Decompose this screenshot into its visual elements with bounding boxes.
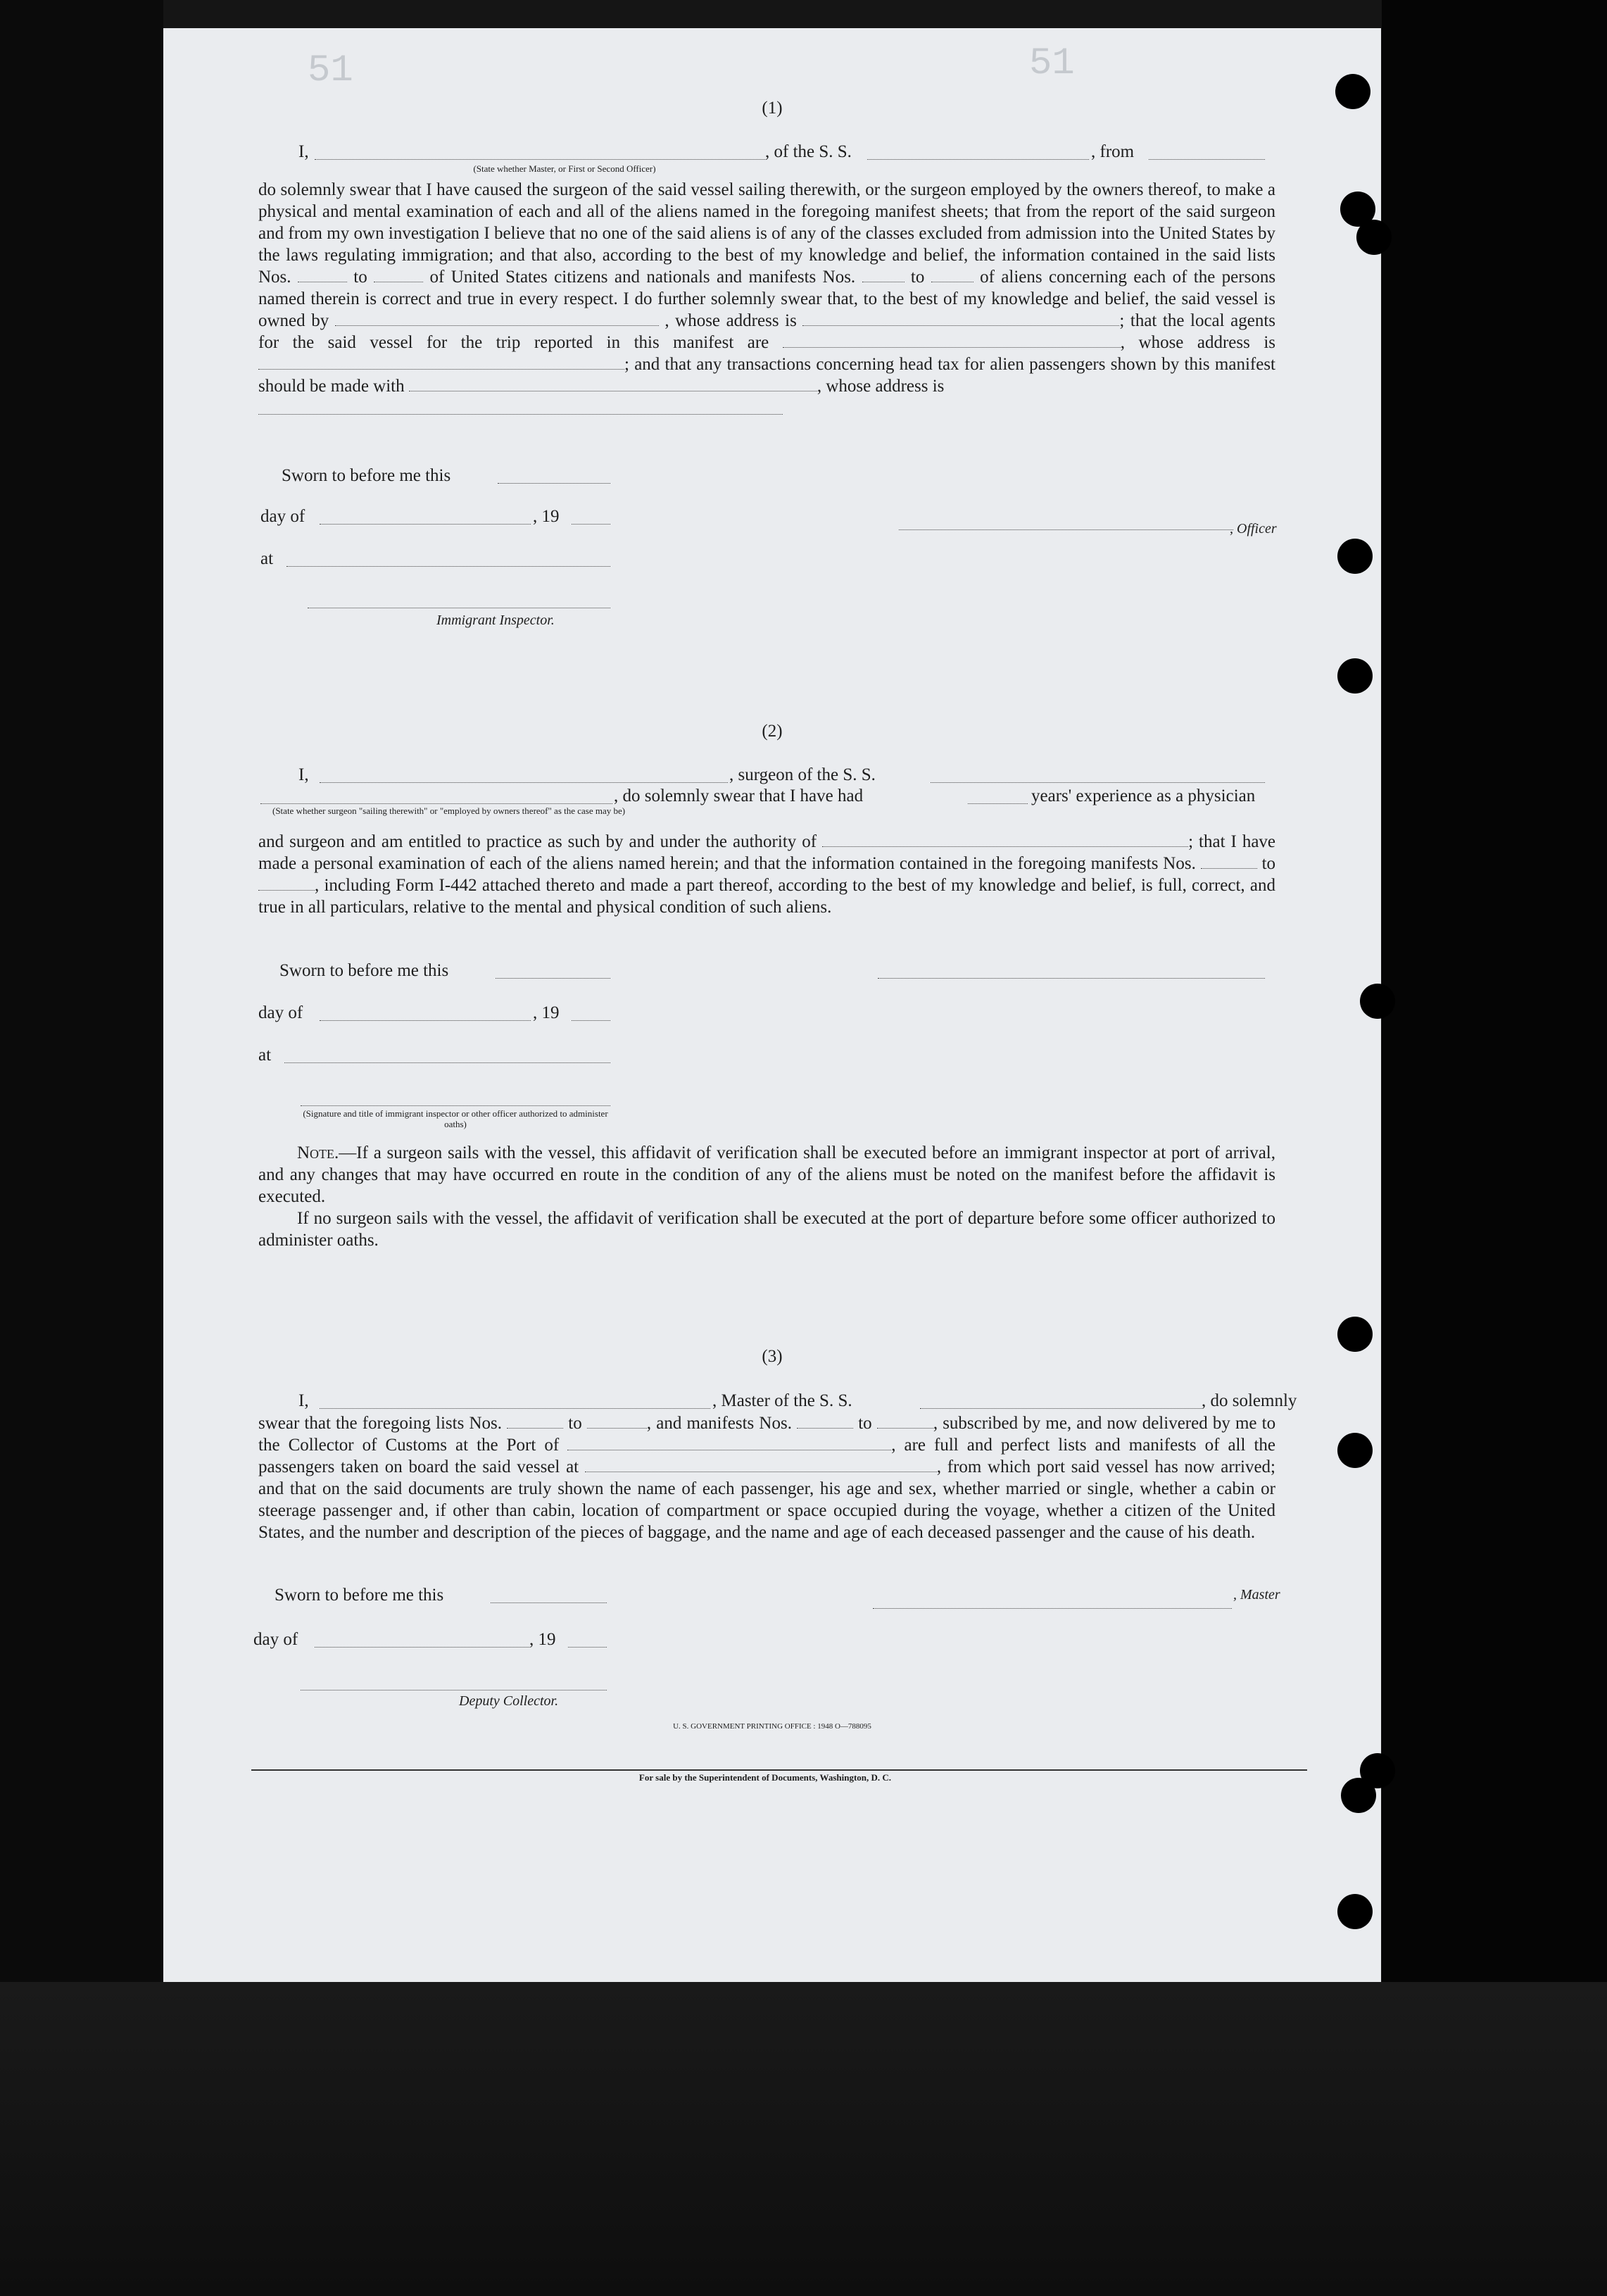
binder-hole — [1337, 1433, 1373, 1468]
s3-day-of: day of — [253, 1630, 298, 1649]
s1-lists-from-field[interactable] — [298, 268, 347, 282]
binder-hole — [1335, 74, 1370, 109]
s3-i: I, — [298, 1391, 309, 1410]
s3-day-field[interactable] — [315, 1633, 529, 1648]
film-border-left — [0, 0, 163, 2296]
binder-hole — [1337, 1317, 1373, 1352]
s2-year-field[interactable] — [572, 1006, 610, 1021]
s2-day-of: day of — [258, 1003, 303, 1022]
s1-day-field[interactable] — [320, 510, 531, 525]
binder-hole — [1341, 1778, 1376, 1813]
s3-collector-caption: Deputy Collector. — [459, 1693, 559, 1709]
s1-head-tax-agent-field[interactable] — [409, 377, 817, 391]
s2-year: , 19 — [533, 1003, 560, 1022]
s3-manifest-from-field[interactable] — [797, 1414, 853, 1429]
s2-note-text-1: —If a surgeon sails with the vessel, this affidavit of verification shall be executed before an immigrant inspector at port of arrival, and any changes that may have occurred en route in the condition of any of the aliens must be noted on the manifest before the affidavit is executed. — [258, 1143, 1275, 1206]
s3-manifests: , and manifests Nos. — [646, 1414, 792, 1433]
binder-hole — [1337, 658, 1373, 694]
s2-day-field[interactable] — [320, 1006, 531, 1021]
s3-body: port said vessel has now arrived; and that on the said documents are truly shown the name of each passenger, his age and sex, whether married or single, whether a cabin or steerage passenger and, if other than cabin, location of compartment or space occupied during the voyage, whether a citizen of the United States, and the number and description of the pieces of baggage, and the name and age of each deceased passenger and the cause of his death. — [258, 1457, 1276, 1542]
s2-sworn-date-field[interactable] — [496, 964, 610, 979]
s3-from-which: , from which — [936, 1457, 1031, 1476]
s3-port-field[interactable] — [567, 1436, 891, 1450]
s3-master-signature-field[interactable] — [873, 1594, 1232, 1609]
s3-lists-to-field[interactable] — [587, 1414, 647, 1429]
ghost-page-number: 51 — [308, 49, 353, 92]
s3-lists-from-field[interactable] — [507, 1414, 563, 1429]
s2-swear-had: , do solemnly swear that I have had — [614, 786, 864, 805]
s1-of-us: of United States citizens and nationals and manifests Nos. — [429, 268, 856, 287]
s2-to: to — [1261, 854, 1276, 873]
s1-at: at — [260, 549, 274, 568]
binder-hole — [1337, 539, 1373, 574]
s3-year-field[interactable] — [568, 1633, 607, 1648]
document-page — [163, 28, 1381, 1982]
s1-day-of: day of — [260, 507, 305, 526]
s1-year: , 19 — [533, 507, 560, 526]
s2-sailing-field[interactable] — [260, 789, 612, 804]
s1-officer-signature-line — [899, 529, 1233, 530]
s2-vessel-field[interactable] — [931, 768, 1265, 783]
s1-of-aliens: of aliens concerning each of the persons named therein is correct and true in every respect. I do further solemnly swear that, to the best of my knowledge and belief, the said vessel is owned by — [258, 268, 1276, 330]
s1-sworn-date-field[interactable] — [498, 469, 610, 484]
gpo-imprint: U. S. GOVERNMENT PRINTING OFFICE : 1948 O—788095 — [673, 1722, 871, 1731]
s3-master-caption: , Master — [1233, 1587, 1280, 1602]
s1-of-ss: , of the S. S. — [765, 142, 852, 161]
s3-sworn-date-field[interactable] — [491, 1588, 607, 1603]
s1-to2: to — [910, 268, 925, 287]
s1-inspector-caption: Immigrant Inspector. — [436, 613, 555, 628]
s1-from: , from — [1091, 142, 1135, 161]
s1-owner-address-field[interactable] — [802, 311, 1119, 326]
s2-authority-field[interactable] — [822, 832, 1188, 847]
s3-year: , 19 — [529, 1630, 556, 1649]
s2-note — [258, 1142, 1275, 1251]
s3-subscribed: , subscribed by me, and now delivered by me to the Collector of Customs at the Port of — [258, 1414, 1276, 1455]
s2-sworn: Sworn to before me this — [279, 961, 449, 980]
s1-vessel-field[interactable] — [867, 145, 1089, 160]
s3-sworn: Sworn to before me this — [275, 1586, 444, 1605]
s1-i: I, — [298, 142, 309, 161]
s3-swear-lists: swear that the foregoing lists Nos. — [258, 1414, 502, 1433]
s3-full-perfect: , are full and perfect lists and manifests of all the passengers taken on board the said vessel at — [258, 1436, 1275, 1476]
s1-head-tax-address-field[interactable] — [258, 400, 783, 415]
film-border-right — [1382, 0, 1607, 2296]
section-3-number: (3) — [762, 1347, 783, 1366]
binder-hole — [1360, 984, 1395, 1019]
s2-body: that I have made a personal examination of each of the aliens named herein; and that the information contained in the foregoing manifests Nos. — [258, 832, 1276, 873]
s1-officer-note: (State whether Master, or First or Second Officer) — [473, 163, 656, 174]
s2-paragraph: and surgeon and am entitled to practice as such by and under the authority of ; that I have made a personal examination of each of the aliens named herein; and that the information contained in the foregoing manifests Nos. to , including Form I-442 attached thereto and made a part thereof, according to the best of my knowledge and belief, is full, correct, and true in all particulars, relative to the mental and physical condition of such aliens. — [258, 832, 1276, 917]
s2-surgeon-signature-field[interactable] — [878, 964, 1265, 979]
binder-hole — [1337, 1894, 1373, 1929]
s1-local-agents: that the local agents for the said vessel for the trip reported in this manifest are — [258, 311, 1276, 352]
s3-vessel-field[interactable] — [920, 1394, 1202, 1409]
ghost-page-number-right: 51 — [1029, 42, 1075, 85]
s3-master-of: , Master of the S. S. — [712, 1391, 852, 1410]
s1-sworn: Sworn to before me this — [282, 466, 451, 485]
s2-years: years' experience as a physician — [1031, 786, 1256, 805]
s2-note-label: Note. — [297, 1143, 339, 1162]
s1-whose-address-3: , whose address is — [817, 377, 945, 396]
s3-paragraph — [258, 1412, 1275, 1543]
s2-note-text-2: If no surgeon sails with the vessel, the affidavit of verification shall be executed at the port of departure before some officer authorized to administer oaths. — [258, 1209, 1275, 1250]
s2-at: at — [258, 1046, 272, 1065]
s1-agents-address-field[interactable] — [258, 355, 624, 370]
film-border-bottom — [0, 1982, 1607, 2296]
binder-hole — [1356, 220, 1392, 255]
s2-surgeon-name-field[interactable] — [320, 768, 728, 783]
s2-entitled: and surgeon and am entitled to practice as such by and under the authority of — [258, 832, 817, 851]
s1-lists-to-field[interactable] — [374, 268, 423, 282]
s1-manifest-from-field[interactable] — [862, 268, 905, 282]
s1-year-field[interactable] — [572, 510, 610, 525]
section-1-number: (1) — [762, 99, 783, 118]
s1-head-tax: ; and that any transactions concerning head tax for alien passengers shown by this manifest should be made with — [258, 355, 1275, 396]
s2-i: I, — [298, 765, 309, 784]
s2-manifest-to-field[interactable] — [258, 876, 315, 891]
s3-to2: to — [858, 1414, 872, 1433]
s1-body-a: do solemnly swear that I have caused the surgeon of the said vessel sailing therewith, or the surgeon employed by the owners thereof, to make a physical and mental examination of each and all of the aliens named in the foregoing manifest sheets; that from the report of the said surgeon and from my own investigation I believe that no one of the said aliens is of any of the classes excluded from admission into the United States by the laws regulating immigration; and that also, according to the best of my knowledge and belief, the information contained in the said lists Nos. — [258, 180, 1275, 287]
s2-signature-line — [301, 1105, 610, 1106]
s2-at-field[interactable] — [284, 1048, 610, 1063]
s3-embark-port-field[interactable] — [585, 1457, 937, 1472]
s2-surgeon-note: (State whether surgeon "sailing therewith" or "employed by owners thereof" as the case may be) — [272, 805, 626, 816]
s3-manifest-to-field[interactable] — [877, 1414, 933, 1429]
s1-paragraph: do solemnly swear that I have caused the surgeon of the said vessel sailing therewith, or the surgeon employed by the owners thereof, to make a physical and mental examination of each and all of the aliens named in the foregoing manifest sheets; that from the report of the said surgeon and from my own investigation I believe that no one of the said aliens is of any of the classes excluded from admission into the United States by the laws regulating immigration; and that also, according to the best of my knowledge and belief, the information contained in the said lists Nos. to of United States citizens and nationals and manifests Nos. to of aliens concerning each of the persons named therein is correct and true in every respect. I do further solemnly swear that, to the best of my knowledge and belief, the said vessel is owned by , whose address is ; that the local agents for the said vessel for the trip reported in this manifest are , whose address is ; and that any transactions concerning head tax for alien passengers shown by this manifest should be made with , whose address is — [258, 179, 1275, 420]
section-2-number: (2) — [762, 722, 783, 741]
s1-whose-address: , whose address is — [664, 311, 797, 330]
s3-do-solemnly: , do solemnly — [1202, 1391, 1297, 1410]
s2-signature-caption: (Signature and title of immigrant inspector or other officer authorized to administer oaths) — [303, 1108, 608, 1129]
s1-manifest-to-field[interactable] — [931, 268, 973, 282]
s3-to1: to — [568, 1414, 582, 1433]
s1-at-field[interactable] — [286, 552, 610, 567]
s1-officer-caption: , Officer — [1230, 521, 1277, 537]
s1-from-field[interactable] — [1149, 145, 1265, 160]
s2-manifest-from-field[interactable] — [1201, 854, 1257, 869]
s1-officer-field[interactable] — [315, 145, 765, 160]
s2-body2: , including Form I-442 attached thereto and made a part thereof, according to the best of my knowledge and belief, is full, correct, and true in all particulars, relative to the mental and physical condition of such aliens. — [258, 876, 1275, 917]
s1-agents-field[interactable] — [783, 333, 1121, 348]
sale-notice: For sale by the Superintendent of Documents, Washington, D. C. — [638, 1772, 892, 1783]
s2-surgeon-of: , surgeon of the S. S. — [729, 765, 876, 784]
s2-years-field[interactable] — [968, 789, 1028, 804]
s3-master-name-field[interactable] — [320, 1394, 710, 1409]
s1-whose-address-2: whose address is — [1138, 333, 1276, 352]
footer-rule — [251, 1769, 1307, 1771]
s1-owner-field[interactable] — [335, 311, 659, 326]
s1-to1: to — [353, 268, 367, 287]
